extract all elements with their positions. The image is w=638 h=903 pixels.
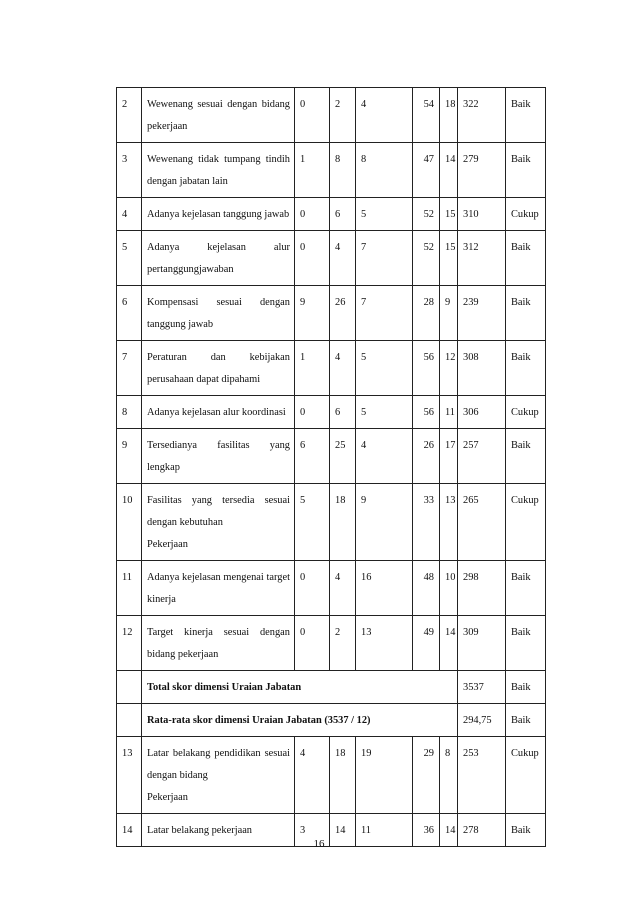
count-cell: 8 bbox=[330, 143, 356, 198]
score-cell: 278 bbox=[458, 814, 506, 847]
description-text: Fasilitas yang tersedia sesuai dengan kebutuhan bbox=[147, 495, 290, 528]
count-cell: 33 bbox=[413, 484, 440, 561]
rating-cell: Cukup bbox=[506, 737, 546, 814]
row-number: 3 bbox=[117, 143, 142, 198]
count-cell: 56 bbox=[413, 341, 440, 396]
row-description bbox=[142, 88, 295, 143]
row-number: 14 bbox=[117, 814, 142, 847]
score-cell: 265 bbox=[458, 484, 506, 561]
count-cell: 52 bbox=[413, 231, 440, 286]
row-number: 13 bbox=[117, 737, 142, 814]
count-cell: 2 bbox=[330, 616, 356, 671]
row-description bbox=[142, 737, 295, 814]
count-cell: 4 bbox=[356, 88, 413, 143]
description-text: Adanya kejelasan alur koordinasi bbox=[147, 407, 286, 418]
rating-cell: Cukup bbox=[506, 396, 546, 429]
row-description bbox=[142, 616, 295, 671]
count-cell: 25 bbox=[330, 429, 356, 484]
count-cell: 0 bbox=[295, 396, 330, 429]
count-cell: 6 bbox=[295, 429, 330, 484]
count-cell: 13 bbox=[440, 484, 458, 561]
row-number: 12 bbox=[117, 616, 142, 671]
description-text: Latar belakang pendidikan sesuai dengan bidang bbox=[147, 748, 290, 781]
count-cell: 18 bbox=[330, 484, 356, 561]
description-text: Peraturan dan kebijakan perusahaan dapat dipahami bbox=[147, 352, 290, 385]
count-cell: 4 bbox=[330, 341, 356, 396]
row-number: 7 bbox=[117, 341, 142, 396]
count-cell: 7 bbox=[356, 286, 413, 341]
table-row bbox=[117, 341, 546, 396]
count-cell: 1 bbox=[295, 341, 330, 396]
table-row bbox=[117, 737, 546, 814]
count-cell: 28 bbox=[413, 286, 440, 341]
count-cell: 16 bbox=[356, 561, 413, 616]
rating-cell: Baik bbox=[506, 341, 546, 396]
average-rating: Baik bbox=[506, 704, 546, 737]
table-row bbox=[117, 561, 546, 616]
total-label: Total skor dimensi Uraian Jabatan bbox=[142, 671, 458, 704]
count-cell: 0 bbox=[295, 231, 330, 286]
count-cell: 1 bbox=[295, 143, 330, 198]
average-score: 294,75 bbox=[458, 704, 506, 737]
survey-results-table bbox=[116, 87, 546, 847]
row-number: 4 bbox=[117, 198, 142, 231]
count-cell: 0 bbox=[295, 561, 330, 616]
description-continuation: Pekerjaan bbox=[147, 539, 188, 550]
row-description bbox=[142, 198, 295, 231]
average-row bbox=[117, 704, 546, 737]
count-cell: 52 bbox=[413, 198, 440, 231]
description-text: Target kinerja sesuai dengan bidang pekerjaan bbox=[147, 627, 290, 660]
table-row bbox=[117, 429, 546, 484]
count-cell: 18 bbox=[330, 737, 356, 814]
table-row bbox=[117, 143, 546, 198]
description-text: Adanya kejelasan tanggung jawab bbox=[147, 209, 290, 220]
count-cell: 17 bbox=[440, 429, 458, 484]
count-cell: 11 bbox=[440, 396, 458, 429]
score-cell: 308 bbox=[458, 341, 506, 396]
count-cell: 6 bbox=[330, 396, 356, 429]
count-cell: 5 bbox=[295, 484, 330, 561]
count-cell: 36 bbox=[413, 814, 440, 847]
description-text: Adanya kejelasan mengenai target kinerja bbox=[147, 572, 290, 605]
count-cell: 14 bbox=[330, 814, 356, 847]
rating-cell: Baik bbox=[506, 814, 546, 847]
count-cell: 8 bbox=[356, 143, 413, 198]
row-number: 11 bbox=[117, 561, 142, 616]
count-cell: 54 bbox=[413, 88, 440, 143]
row-description bbox=[142, 484, 295, 561]
count-cell: 9 bbox=[440, 286, 458, 341]
row-description bbox=[142, 561, 295, 616]
count-cell: 26 bbox=[330, 286, 356, 341]
row-description bbox=[142, 231, 295, 286]
rating-cell: Baik bbox=[506, 561, 546, 616]
page-number: 16 bbox=[313, 838, 325, 850]
rating-cell: Baik bbox=[506, 231, 546, 286]
score-cell: 322 bbox=[458, 88, 506, 143]
table-row bbox=[117, 396, 546, 429]
count-cell: 0 bbox=[295, 616, 330, 671]
row-description bbox=[142, 286, 295, 341]
score-cell: 310 bbox=[458, 198, 506, 231]
row-description bbox=[142, 396, 295, 429]
score-cell: 306 bbox=[458, 396, 506, 429]
row-description bbox=[142, 429, 295, 484]
description-text: Latar belakang pekerjaan bbox=[147, 825, 252, 836]
count-cell: 29 bbox=[413, 737, 440, 814]
count-cell: 8 bbox=[440, 737, 458, 814]
description-text: Wewenang tidak tumpang tindih dengan jabatan lain bbox=[147, 154, 290, 187]
count-cell: 4 bbox=[356, 429, 413, 484]
score-cell: 309 bbox=[458, 616, 506, 671]
table-row bbox=[117, 484, 546, 561]
count-cell: 11 bbox=[356, 814, 413, 847]
description-continuation: Pekerjaan bbox=[147, 792, 188, 803]
score-cell: 253 bbox=[458, 737, 506, 814]
score-cell: 279 bbox=[458, 143, 506, 198]
count-cell: 14 bbox=[440, 143, 458, 198]
table-row bbox=[117, 88, 546, 143]
count-cell: 6 bbox=[330, 198, 356, 231]
count-cell: 14 bbox=[440, 814, 458, 847]
row-number: 2 bbox=[117, 88, 142, 143]
rating-cell: Baik bbox=[506, 429, 546, 484]
count-cell: 3 bbox=[295, 814, 330, 847]
count-cell: 15 bbox=[440, 198, 458, 231]
count-cell: 0 bbox=[295, 88, 330, 143]
count-cell: 49 bbox=[413, 616, 440, 671]
description-text: Adanya kejelasan alur pertanggungjawaban bbox=[147, 242, 290, 275]
description-text: Kompensasi sesuai dengan tanggung jawab bbox=[147, 297, 290, 330]
table-summary bbox=[117, 671, 546, 737]
row-number: 8 bbox=[117, 396, 142, 429]
table-row bbox=[117, 286, 546, 341]
row-number: 9 bbox=[117, 429, 142, 484]
rating-cell: Baik bbox=[506, 143, 546, 198]
total-score: 3537 bbox=[458, 671, 506, 704]
table-row bbox=[117, 198, 546, 231]
rating-cell: Baik bbox=[506, 616, 546, 671]
average-label: Rata-rata skor dimensi Uraian Jabatan (3537 / 12) bbox=[142, 704, 458, 737]
score-cell: 312 bbox=[458, 231, 506, 286]
count-cell: 19 bbox=[356, 737, 413, 814]
score-cell: 257 bbox=[458, 429, 506, 484]
count-cell: 9 bbox=[356, 484, 413, 561]
table-row bbox=[117, 616, 546, 671]
rating-cell: Baik bbox=[506, 286, 546, 341]
count-cell: 5 bbox=[356, 341, 413, 396]
count-cell: 7 bbox=[356, 231, 413, 286]
row-description bbox=[142, 341, 295, 396]
count-cell: 47 bbox=[413, 143, 440, 198]
count-cell: 4 bbox=[330, 231, 356, 286]
count-cell: 13 bbox=[356, 616, 413, 671]
table-body-top bbox=[117, 88, 546, 671]
count-cell: 4 bbox=[330, 561, 356, 616]
description-text: Wewenang sesuai dengan bidang pekerjaan bbox=[147, 99, 290, 132]
count-cell: 18 bbox=[440, 88, 458, 143]
count-cell: 26 bbox=[413, 429, 440, 484]
count-cell: 56 bbox=[413, 396, 440, 429]
count-cell: 4 bbox=[295, 737, 330, 814]
row-number: 10 bbox=[117, 484, 142, 561]
count-cell: 5 bbox=[356, 396, 413, 429]
count-cell: 15 bbox=[440, 231, 458, 286]
rating-cell: Cukup bbox=[506, 198, 546, 231]
description-text: Tersedianya fasilitas yang lengkap bbox=[147, 440, 290, 473]
table-row bbox=[117, 231, 546, 286]
count-cell: 10 bbox=[440, 561, 458, 616]
total-row bbox=[117, 671, 546, 704]
total-rating: Baik bbox=[506, 671, 546, 704]
table-body-bottom bbox=[117, 737, 546, 847]
rating-cell: Baik bbox=[506, 88, 546, 143]
count-cell: 12 bbox=[440, 341, 458, 396]
score-cell: 239 bbox=[458, 286, 506, 341]
row-number: 6 bbox=[117, 286, 142, 341]
count-cell: 0 bbox=[295, 198, 330, 231]
count-cell: 48 bbox=[413, 561, 440, 616]
rating-cell: Cukup bbox=[506, 484, 546, 561]
count-cell: 14 bbox=[440, 616, 458, 671]
count-cell: 2 bbox=[330, 88, 356, 143]
row-description bbox=[142, 143, 295, 198]
count-cell: 9 bbox=[295, 286, 330, 341]
score-cell: 298 bbox=[458, 561, 506, 616]
row-number: 5 bbox=[117, 231, 142, 286]
count-cell: 5 bbox=[356, 198, 413, 231]
